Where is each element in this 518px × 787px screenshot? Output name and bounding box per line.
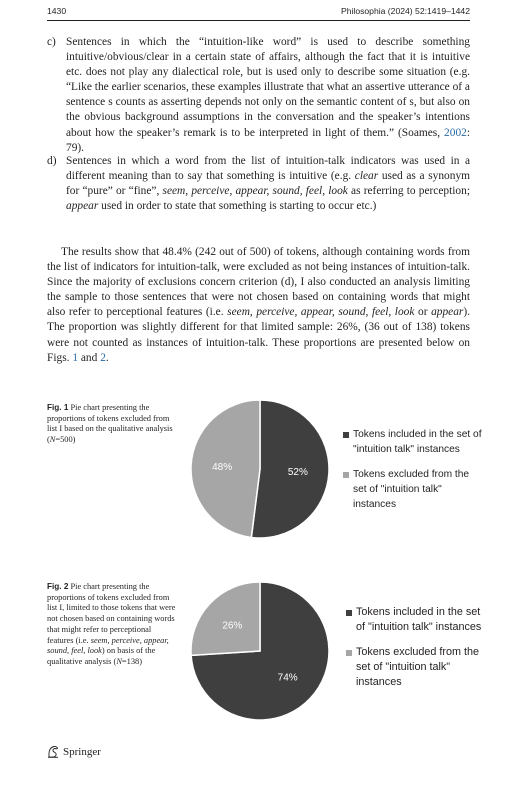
figure-2-caption: Fig. 2 Pie chart presenting the proportions of tokens excluded from list I, limited to those tokens that were not chosen based on containing words that might refer to perceptional features (i.e. seem, perceive, appear, sound, feel, look) on basis of the qualitative analysis (N=138) [47,582,176,666]
running-head [47,6,470,16]
list-item-c [47,35,470,156]
legend-item-excluded: Tokens excluded from the set of "intuition talk" instances [343,467,483,512]
legend-swatch-included [346,610,352,616]
figure-ref-2[interactable]: 2 [100,351,106,364]
figure-1-label: Fig. 1 [47,403,69,412]
page-number: 1430 [47,6,67,16]
publisher-name: Springer [63,745,101,758]
pie-chart-1 [185,394,335,544]
springer-horse-icon [47,745,59,758]
pie-slice-label-1: 26% [222,620,243,632]
list-content-c: Sentences in which the “intuition-like word” is used to describe something intuitive/obvious/clear in a certain state of affairs, although the fact that it is intuitive etc. does not play any dialectical role, but is used only to describe some situation (e.g. “Like the earlier scenarios, these examples illustrate that what an assertive utterance of a sentence s counts as asserting depends not only on the semantic content of s, but also on the obvious background assumptions in the conversation and the speaker’s intentions about how the speaker’s remark is to be interpreted in light of them.” (Soames, 2002: 79). [66,36,470,154]
pie-chart-1-legend [343,427,483,522]
publisher-logo [47,745,101,758]
pie-chart-2-legend [346,605,486,700]
figure-1-caption: Fig. 1 Pie chart presenting the proportions of tokens excluded from list I based on the qualitative analysis (N=500) [47,403,173,445]
list-content-d: Sentences in which a word from the list of intuition-talk indicators was used in a different meaning than to say that something is intuitive (e.g. clear used as a synonym for “pure” or “fine”, seem, perceive, appear, sound, feel, look as referring to perception; appear used in order to state that something is starting to occur etc.) [66,155,470,213]
pie-chart-2 [185,576,335,726]
legend-item-included: Tokens included in the set of "intuition talk" instances [343,427,483,457]
legend-item-included: Tokens included in the set of "intuition talk" instances [346,605,486,635]
legend-swatch-excluded [343,472,349,478]
list-marker-d: d) [47,155,57,167]
figure-ref-1[interactable]: 1 [72,351,79,364]
legend-swatch-included [343,432,349,438]
pie-slice-label-0: 74% [277,672,298,684]
list-marker-c: c) [47,36,56,48]
pie-slice-label-1: 48% [212,462,233,474]
legend-item-excluded: Tokens excluded from the set of "intuition talk" instances [346,645,486,690]
body-paragraph: The results show that 48.4% (242 out of 500) of tokens, although containing words from the list of indicators for intuition-talk, were excluded as not being instances of intuition-talk. Since the majority of exclusions concern criterion (d), I also conducted an analysis limiting the sample to those sentences that were not chosen based on containing words that might also refer to perceptional features (i.e. seem, perceive, appear, sound, feel, look or appear). The proportion was slightly different for that limited sample: 26%, (36 out of 138) tokens were not counted as instances of intuition-talk. These proportions are presented below on Figs. 1 and 2. [47,246,470,364]
pie-slice-1 [191,582,260,655]
header-rule [47,20,470,21]
list-item-d [47,154,470,214]
legend-swatch-excluded [346,650,352,656]
journal-reference: Philosophia (2024) 52:1419–1442 [340,6,470,16]
citation-link[interactable]: 2002 [444,126,467,139]
figure-2-label: Fig. 2 [47,582,69,591]
pie-slice-label-0: 52% [287,466,308,478]
